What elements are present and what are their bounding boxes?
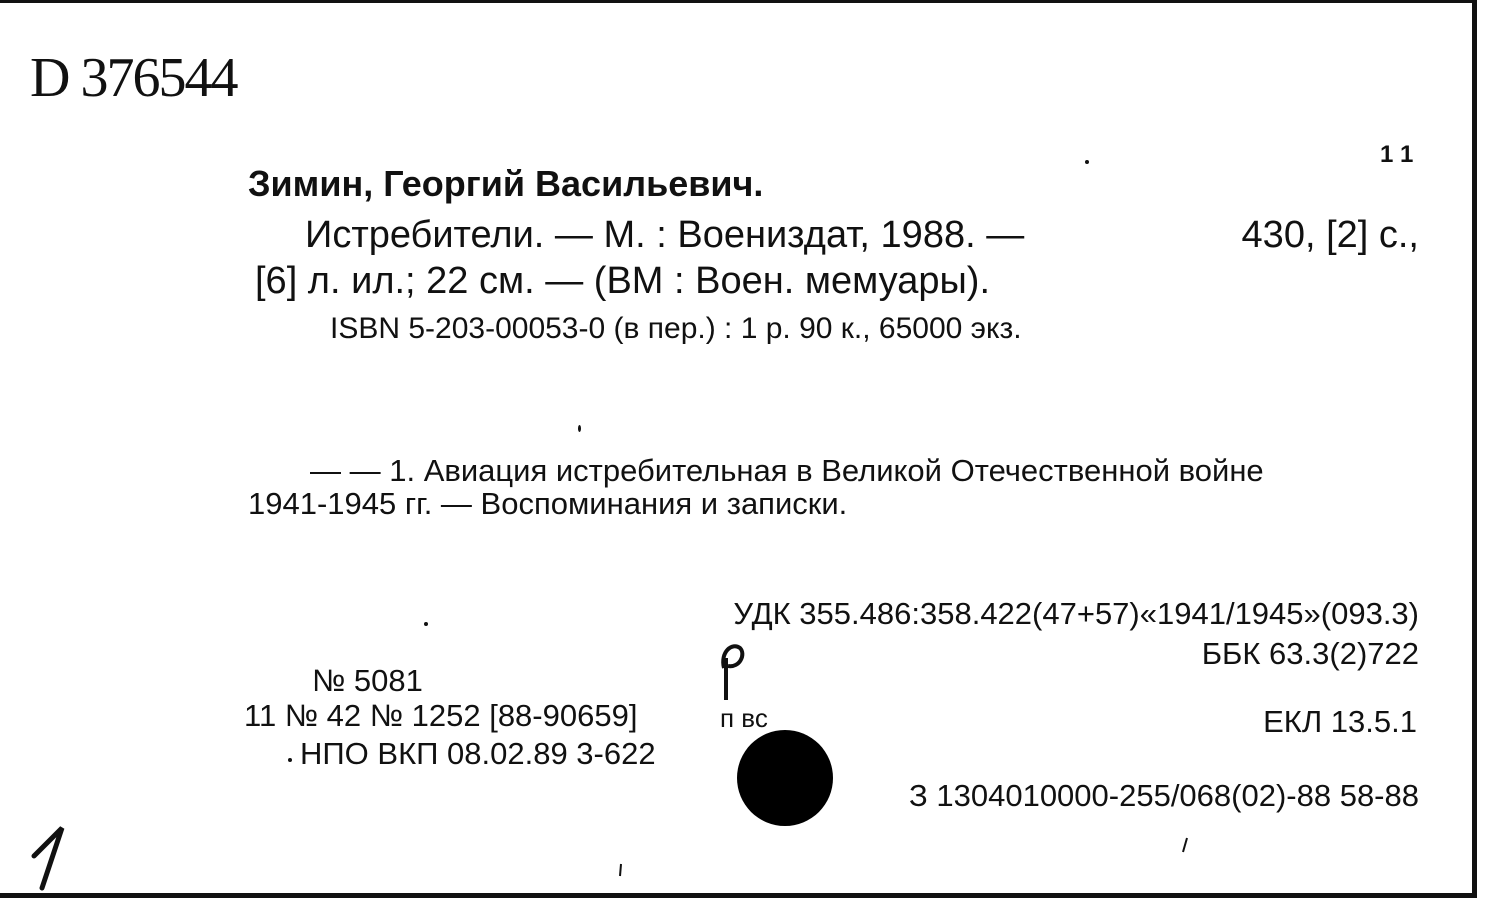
author-heading: Зимин, Георгий Васильевич. (248, 163, 764, 204)
handwritten-one-mark (28, 822, 78, 892)
pencil-tick-mark (1180, 836, 1190, 854)
title-line-1-pages: 430, [2] с., (1241, 214, 1419, 256)
catalog-id: D 376544 (30, 47, 237, 109)
order-line: 11 № 42 № 1252 [88-90659] (244, 698, 638, 733)
handwritten-p-mark (712, 638, 752, 708)
pencil-tick-mark (616, 862, 626, 878)
speck-mark (288, 758, 292, 762)
speck-mark (578, 425, 581, 432)
speck-mark (424, 622, 428, 626)
punch-hole (737, 730, 833, 826)
publisher-line: НПО ВКП 08.02.89 3-622 (300, 736, 656, 771)
price-code: З 1304010000-255/068(02)-88 58-88 (909, 778, 1419, 813)
subject-line-1: — — 1. Авиация истребительная в Великой Отечественной войне (310, 453, 1264, 488)
card-number: № 5081 (312, 663, 423, 698)
corner-marks: 1 1 (1380, 141, 1414, 168)
udk-code: УДК 355.486:358.422(47+57)«1941/1945»(093.3) (733, 596, 1419, 631)
speck-mark (1085, 160, 1089, 164)
title-line-2: [6] л. ил.; 22 см. — (ВМ : Воен. мемуары). (255, 260, 991, 302)
subject-line-2: 1941-1945 гг. — Воспоминания и записки. (248, 486, 848, 521)
title-line-1: Истребители. — М. : Воениздат, 1988. — (305, 214, 1025, 256)
isbn-line: ISBN 5-203-00053-0 (в пер.) : 1 р. 90 к., 65000 экз. (330, 312, 1022, 345)
order-suffix: п вс (720, 703, 768, 733)
bbk-code: ББК 63.3(2)722 (1201, 636, 1419, 671)
ekl-code: ЕКЛ 13.5.1 (1263, 704, 1417, 739)
